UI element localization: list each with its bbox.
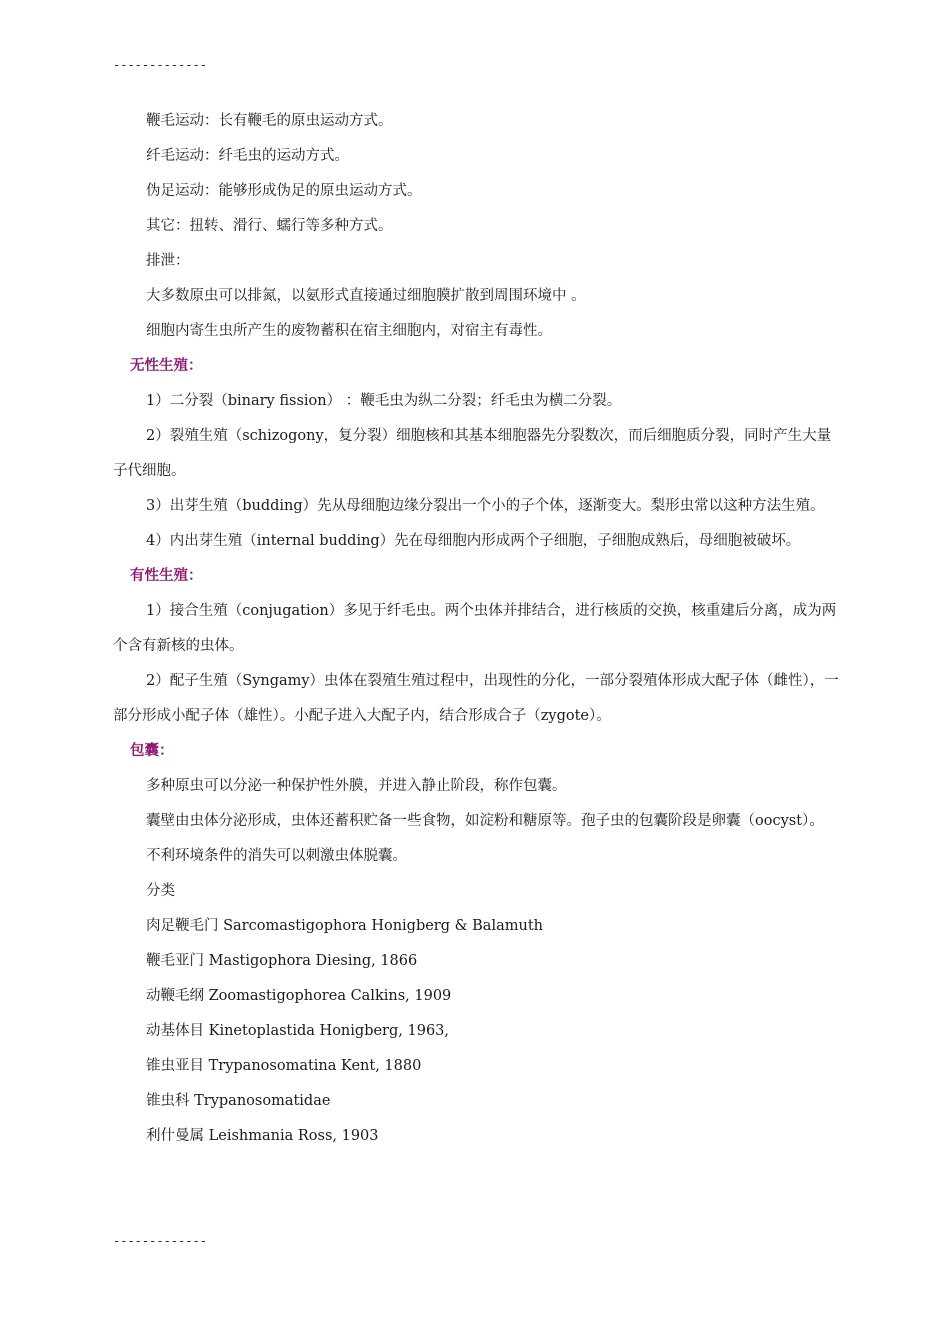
paragraph: 1）二分裂（binary fission） ：鞭毛虫为纵二分裂；纤毛虫为横二分裂。 [146,393,622,409]
section-heading: 无性生殖： [130,358,203,374]
paragraph: 囊壁由虫体分泌形成，虫体还蓄积贮备一些食物，如淀粉和糖原等。孢子虫的包囊阶段是卵囊（oocyst）。 [146,813,824,829]
paragraph: 大多数原虫可以排氮，以氨形式直接通过细胞膜扩散到周围环境中 。 [146,288,586,304]
paragraph: 2）配子生殖（Syngamy）虫体在裂殖生殖过程中，出现性的分化，一部分裂殖体形成大配子体（雌性），一部分形成小配子体（雄性）。小配子进入大配子内，结合形成合子（zygote）。 [113,673,839,724]
section-heading: 有性生殖： [130,568,203,584]
paragraph: 肉足鞭毛门 Sarcomastigophora Honigberg & Balamuth [146,918,543,934]
paragraph: 4）内出芽生殖（internal budding）先在母细胞内形成两个子细胞，子细胞成熟后，母细胞被破坏。 [146,533,801,549]
paragraph: 动鞭毛纲 Zoomastigophorea Calkins, 1909 [146,988,452,1004]
paragraph: 多种原虫可以分泌一种保护性外膜，并进入静止阶段，称作包囊。 [146,778,567,794]
paragraph: 纤毛运动：纤毛虫的运动方式。 [146,148,349,164]
paragraph: 细胞内寄生虫所产生的废物蓄积在宿主细胞内，对宿主有毒性。 [146,323,552,339]
paragraph: 鞭毛运动：长有鞭毛的原虫运动方式。 [146,113,393,129]
section-heading: 包囊： [130,743,174,759]
paragraph: 利什曼属 Leishmania Ross, 1903 [146,1128,379,1144]
paragraph: 其它：扭转、滑行、蠕行等多种方式。 [146,218,393,234]
paragraph: 分类 [146,883,175,899]
paragraph: 2）裂殖生殖（schizogony，复分裂）细胞核和其基本细胞器先分裂数次，而后细胞质分裂，同时产生大量子代细胞。 [113,428,832,479]
bottom-separator: ------------- [113,1234,207,1248]
top-separator: ------------- [113,58,207,72]
paragraph: 排泄： [146,253,190,269]
paragraph: 伪足运动：能够形成伪足的原虫运动方式。 [146,183,422,199]
paragraph: 动基体目 Kinetoplastida Honigberg, 1963, [146,1023,449,1039]
document-body [113,104,843,1154]
paragraph: 3）出芽生殖（budding）先从母细胞边缘分裂出一个小的子个体，逐渐变大。梨形虫常以这种方法生殖。 [146,498,825,514]
paragraph: 不利环境条件的消失可以刺激虫体脱囊。 [146,848,407,864]
paragraph: 锥虫科 Trypanosomatidae [146,1093,331,1109]
paragraph: 锥虫亚目 Trypanosomatina Kent, 1880 [146,1058,422,1074]
paragraph: 1）接合生殖（conjugation）多见于纤毛虫。两个虫体并排结合，进行核质的交换，核重建后分离，成为两个含有新核的虫体。 [113,603,837,654]
paragraph: 鞭毛亚门 Mastigophora Diesing, 1866 [146,953,418,969]
